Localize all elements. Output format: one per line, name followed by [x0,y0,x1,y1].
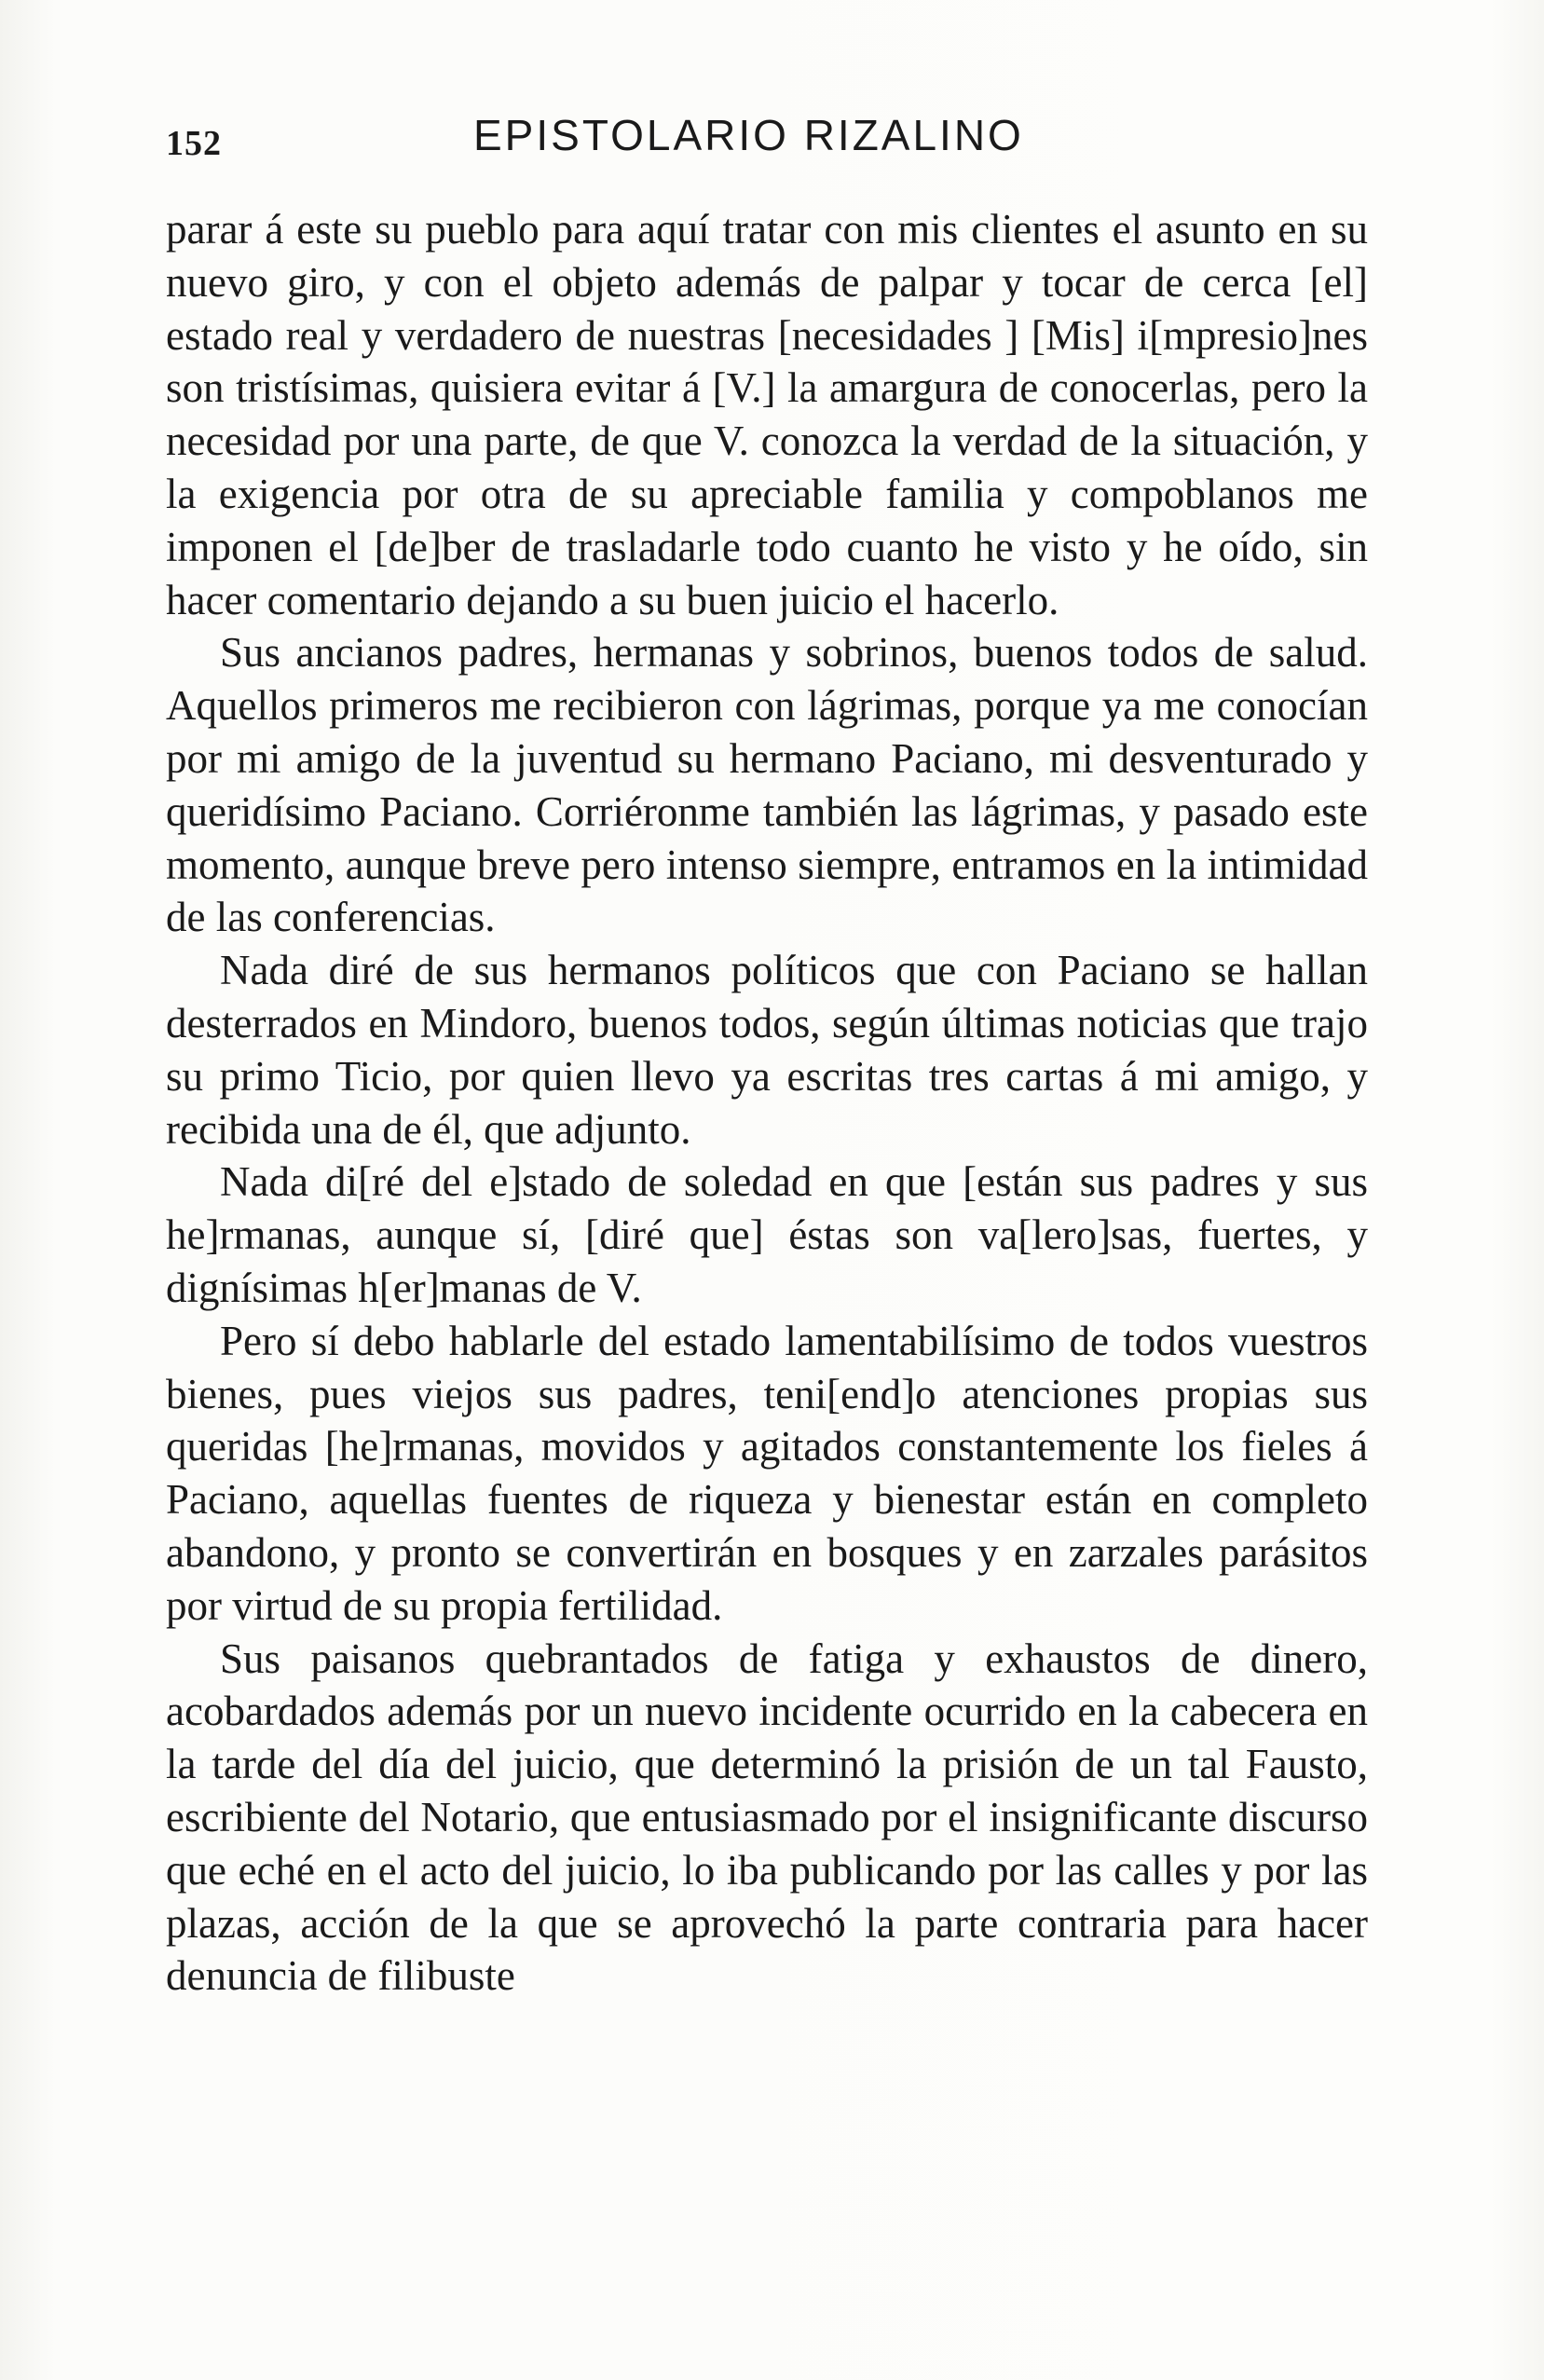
running-title: EPISTOLARIO RIZALINO [473,111,1024,159]
page-header [166,110,1377,175]
paragraph: Pero sí debo hablarle del estado lamentabilísimo de todos vuestros bienes, pues viejos sus padres, teni[end]o atenciones propias sus queridas [he]rmanas, movidos y agitados constantemente los fieles á Paciano, aquellas fuentes de riqueza y bienestar están en completo abandono, y pronto se convertirán en bosques y en zarzales parásitos por virtud de su propia fertilidad. [166,1317,1368,1629]
paragraph: Sus ancianos padres, hermanas y sobrinos, buenos todos de salud. Aquellos primeros me recibieron con lágrimas, porque ya me conocían por mi amigo de la juventud su hermano Paciano, mi desventurado y queridísimo Paciano. Corriéronme también las lágrimas, y pasado este momento, aunque breve pero intenso siempre, entramos en la intimidad de las conferencias. [166,629,1368,941]
paragraph: parar á este su pueblo para aquí tratar con mis clientes el asunto en su nuevo giro, y con el objeto además de palpar y tocar de cerca [el] estado real y verdadero de nuestras [necesidades ] [Mis] i[mpresio]nes son tristísimas, quisiera evitar á [V.] la amargura de conocerlas, pero la necesidad por una parte, de que V. conozca la verdad de la situación, y la exigencia por otra de su apreciable familia y compoblanos me imponen el [de]ber de trasladarle todo cuanto he visto y he oído, sin hacer comentario dejando a su buen juicio el hacerlo. [166,206,1368,623]
paragraph: Nada di[ré del e]stado de soledad en que [están sus padres y sus he]rmanas, aunque sí, [diré que] éstas son va[lero]sas, fuertes, y dignísimas h[er]manas de V. [166,1158,1368,1311]
page-number: 152 [166,124,222,163]
paragraph: Sus paisanos quebrantados de fatiga y exhaustos de dinero, acobardados además por un nuevo incidente ocurrido en la cabecera en la tarde del día del juicio, que determinó la prisión de un tal Fausto, escribiente del Notario, que entusiasmado por el insignificante discurso que eché en el acto del juicio, lo iba publicando por las calles y por las plazas, acción de la que se aprovechó la parte contraria para hacer denuncia de filibuste [166,1635,1368,2000]
paragraph: Nada diré de sus hermanos políticos que con Paciano se hallan desterrados en Mindoro, buenos todos, según últimas noticias que trajo su primo Ticio, por quien llevo ya escritas tres cartas á mi amigo, y recibida una de él, que adjunto. [166,947,1368,1153]
body-text [166,203,1368,2003]
